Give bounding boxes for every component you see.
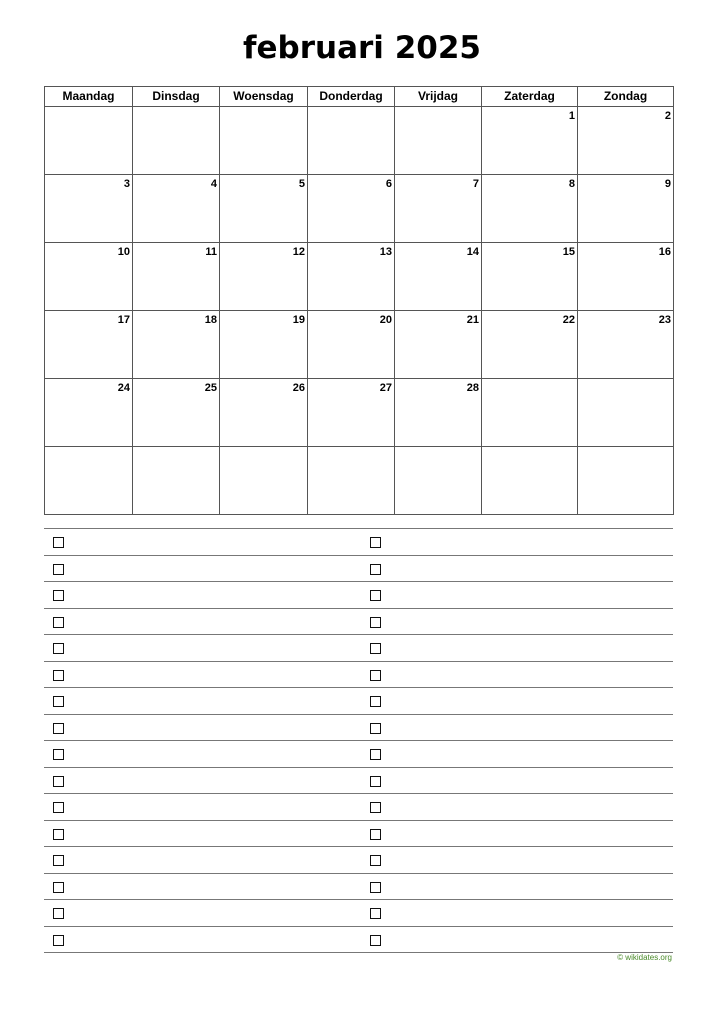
weekday-header: Donderdag (308, 87, 395, 107)
day-number (395, 107, 481, 110)
day-number (133, 447, 219, 450)
checkbox-icon[interactable] (53, 776, 64, 787)
day-cell[interactable] (482, 311, 578, 379)
week-row (45, 175, 674, 243)
day-cell[interactable] (308, 243, 395, 311)
checkbox-icon[interactable] (370, 776, 381, 787)
weekday-header: Woensdag (220, 87, 308, 107)
weekday-header-row (45, 87, 674, 107)
day-cell[interactable] (220, 107, 308, 175)
day-cell[interactable] (220, 243, 308, 311)
day-number: 21 (466, 314, 479, 326)
week-row (45, 107, 674, 175)
day-cell[interactable] (578, 175, 674, 243)
day-number (578, 447, 673, 450)
day-cell[interactable] (482, 107, 578, 175)
day-cell[interactable] (578, 243, 674, 311)
day-number: 16 (658, 246, 671, 258)
page-title: februari 2025 (243, 30, 481, 66)
todo-row (44, 582, 673, 609)
week-row (45, 243, 674, 311)
todo-row (44, 900, 673, 927)
day-cell[interactable] (45, 107, 133, 175)
day-cell[interactable] (482, 379, 578, 447)
checkbox-icon[interactable] (53, 617, 64, 628)
week-row (45, 447, 674, 515)
day-number: 2 (664, 110, 671, 122)
day-cell[interactable] (45, 175, 133, 243)
checkbox-icon[interactable] (370, 935, 381, 946)
checkbox-icon[interactable] (370, 749, 381, 760)
day-number: 9 (664, 178, 671, 190)
day-cell[interactable] (133, 243, 220, 311)
day-cell[interactable] (220, 379, 308, 447)
day-cell[interactable] (133, 379, 220, 447)
checkbox-icon[interactable] (53, 935, 64, 946)
day-cell[interactable] (45, 447, 133, 515)
checkbox-icon[interactable] (53, 643, 64, 654)
day-number: 15 (562, 246, 575, 258)
day-cell[interactable] (308, 107, 395, 175)
todo-row (44, 927, 673, 954)
checkbox-icon[interactable] (370, 590, 381, 601)
week-row (45, 379, 674, 447)
day-cell[interactable] (482, 447, 578, 515)
weekday-header: Zondag (578, 87, 674, 107)
checkbox-icon[interactable] (370, 882, 381, 893)
day-cell[interactable] (578, 447, 674, 515)
checkbox-icon[interactable] (370, 908, 381, 919)
checkbox-icon[interactable] (370, 802, 381, 813)
day-cell[interactable] (395, 175, 482, 243)
checkbox-icon[interactable] (370, 696, 381, 707)
day-number: 17 (117, 314, 130, 326)
day-cell[interactable] (220, 311, 308, 379)
day-number: 10 (117, 246, 130, 258)
day-number: 19 (292, 314, 305, 326)
day-number: 1 (568, 110, 575, 122)
todo-row (44, 662, 673, 689)
day-number (308, 447, 394, 450)
day-number: 28 (466, 382, 479, 394)
todo-row (44, 635, 673, 662)
weekday-header: Maandag (45, 87, 133, 107)
day-cell[interactable] (395, 243, 482, 311)
todo-row (44, 741, 673, 768)
checkbox-icon[interactable] (53, 749, 64, 760)
day-cell[interactable] (308, 379, 395, 447)
day-number: 8 (568, 178, 575, 190)
checkbox-icon[interactable] (53, 670, 64, 681)
day-number: 12 (292, 246, 305, 258)
checkbox-icon[interactable] (370, 855, 381, 866)
todo-row (44, 715, 673, 742)
copyright-footer: © wikidates.org (617, 953, 672, 962)
checkbox-icon[interactable] (53, 696, 64, 707)
day-number: 20 (379, 314, 392, 326)
day-cell[interactable] (395, 311, 482, 379)
todo-row (44, 821, 673, 848)
day-number: 7 (472, 178, 479, 190)
day-number: 4 (210, 178, 217, 190)
day-cell[interactable] (133, 447, 220, 515)
day-number (482, 447, 577, 450)
todo-row (44, 688, 673, 715)
checkbox-icon[interactable] (370, 564, 381, 575)
day-number (133, 107, 219, 110)
checkbox-icon[interactable] (370, 537, 381, 548)
day-number: 25 (204, 382, 217, 394)
day-number: 5 (298, 178, 305, 190)
calendar-grid (44, 86, 674, 515)
checkbox-icon[interactable] (53, 723, 64, 734)
day-cell[interactable] (395, 107, 482, 175)
day-number: 13 (379, 246, 392, 258)
weekday-header: Zaterdag (482, 87, 578, 107)
day-cell[interactable] (133, 311, 220, 379)
checkbox-icon[interactable] (370, 723, 381, 734)
day-number (395, 447, 481, 450)
todo-row (44, 768, 673, 795)
todo-row (44, 847, 673, 874)
day-cell[interactable] (133, 107, 220, 175)
checkbox-icon[interactable] (370, 829, 381, 840)
checkbox-icon[interactable] (53, 829, 64, 840)
todo-row (44, 609, 673, 636)
todo-row (44, 794, 673, 821)
day-number: 18 (204, 314, 217, 326)
weekday-header: Dinsdag (133, 87, 220, 107)
day-number (45, 107, 132, 110)
day-number: 3 (123, 178, 130, 190)
checkbox-icon[interactable] (53, 908, 64, 919)
weekday-header: Vrijdag (395, 87, 482, 107)
day-cell[interactable] (395, 379, 482, 447)
week-row (45, 311, 674, 379)
checkbox-icon[interactable] (370, 643, 381, 654)
day-cell[interactable] (220, 447, 308, 515)
day-number: 27 (379, 382, 392, 394)
day-number (578, 379, 673, 382)
day-cell[interactable] (45, 379, 133, 447)
checkbox-icon[interactable] (370, 670, 381, 681)
day-cell[interactable] (308, 447, 395, 515)
day-cell[interactable] (482, 175, 578, 243)
day-number: 23 (658, 314, 671, 326)
day-number: 22 (562, 314, 575, 326)
todo-list (44, 528, 673, 953)
day-number: 14 (466, 246, 479, 258)
day-number (220, 107, 307, 110)
day-number (220, 447, 307, 450)
day-number (308, 107, 394, 110)
day-cell[interactable] (45, 243, 133, 311)
checkbox-icon[interactable] (53, 882, 64, 893)
checkbox-icon[interactable] (53, 802, 64, 813)
checkbox-icon[interactable] (53, 564, 64, 575)
todo-row (44, 529, 673, 556)
day-number: 26 (292, 382, 305, 394)
todo-row (44, 556, 673, 583)
day-cell[interactable] (308, 311, 395, 379)
checkbox-icon[interactable] (53, 537, 64, 548)
day-cell[interactable] (578, 379, 674, 447)
day-cell[interactable] (133, 175, 220, 243)
day-cell[interactable] (308, 175, 395, 243)
day-number: 24 (117, 382, 130, 394)
day-cell[interactable] (578, 107, 674, 175)
day-cell[interactable] (578, 311, 674, 379)
day-number (45, 447, 132, 450)
day-cell[interactable] (482, 243, 578, 311)
day-number: 11 (205, 246, 217, 258)
checkbox-icon[interactable] (53, 590, 64, 601)
day-cell[interactable] (395, 447, 482, 515)
checkbox-icon[interactable] (370, 617, 381, 628)
day-number: 6 (385, 178, 392, 190)
day-cell[interactable] (220, 175, 308, 243)
day-cell[interactable] (45, 311, 133, 379)
todo-row (44, 874, 673, 901)
checkbox-icon[interactable] (53, 855, 64, 866)
day-number (482, 379, 577, 382)
